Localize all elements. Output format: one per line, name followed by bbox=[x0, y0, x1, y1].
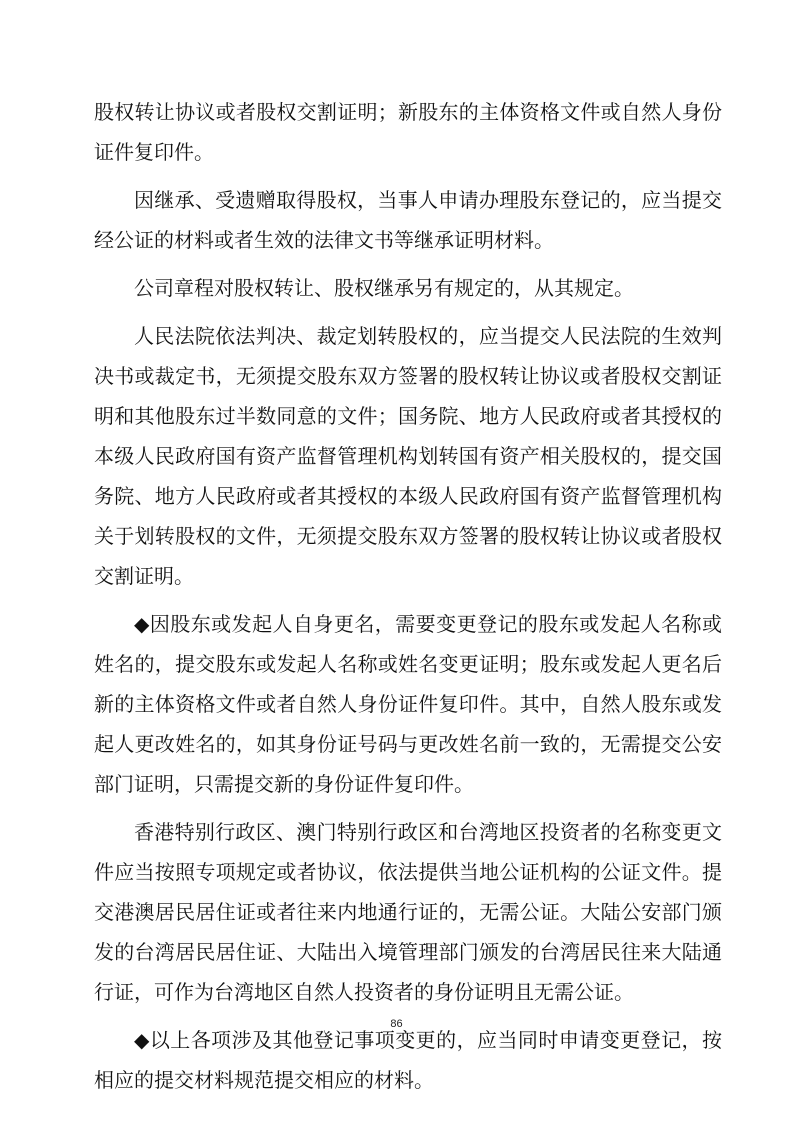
paragraph-inheritance: 因继承、受遗赠取得股权，当事人申请办理股东登记的，应当提交经公证的材料或者生效的法律文书等继承证明材料。 bbox=[94, 188, 722, 252]
paragraph-equity-transfer-continuation: 股权转让协议或者股权交割证明；新股东的主体资格文件或自然人身份证件复印件。 bbox=[94, 100, 722, 164]
paragraph-court-transfer: 人民法院依法判决、裁定划转股权的，应当提交人民法院的生效判决书或裁定书，无须提交股东双方签署的股权转让协议或者股权交割证明和其他股东过半数同意的文件；国务院、地方人民政府或者其授权的本级人民政府国有资产监督管理机构划转国有资产相关股权的，提交国务院、地方人民政府或者其授权的本级人民政府国有资产监督管理机构关于划转股权的文件，无须提交股东双方签署的股权转让协议或者股权交割证明。 bbox=[94, 324, 722, 588]
paragraph-articles-of-association: 公司章程对股权转让、股权继承另有规定的，从其规定。 bbox=[134, 276, 634, 300]
document-body bbox=[94, 92, 722, 1108]
paragraph-hk-macau-taiwan: 香港特别行政区、澳门特别行政区和台湾地区投资者的名称变更文件应当按照专项规定或者协议，依法提供当地公证机构的公证文件。提交港澳居民居住证或者往来内地通行证的，无需公证。大陆公安部门颁发的台湾居民居住证、大陆出入境管理部门颁发的台湾居民往来大陆通行证，可作为台湾地区自然人投资者的身份证明且无需公证。 bbox=[94, 820, 722, 1004]
paragraph-shareholder-rename: ◆因股东或发起人自身更名，需要变更登记的股东或发起人名称或姓名的，提交股东或发起人名称或姓名变更证明；股东或发起人更名后新的主体资格文件或者自然人身份证件复印件。其中，自然人股东或发起人更改姓名的，如其身份证号码与更改姓名前一致的，无需提交公安部门证明，只需提交新的身份证件复印件。 bbox=[94, 612, 722, 796]
page-number: 86 bbox=[390, 1018, 403, 1030]
paragraph-other-changes: ◆以上各项涉及其他登记事项变更的，应当同时申请变更登记，按相应的提交材料规范提交相应的材料。 bbox=[94, 1028, 722, 1092]
